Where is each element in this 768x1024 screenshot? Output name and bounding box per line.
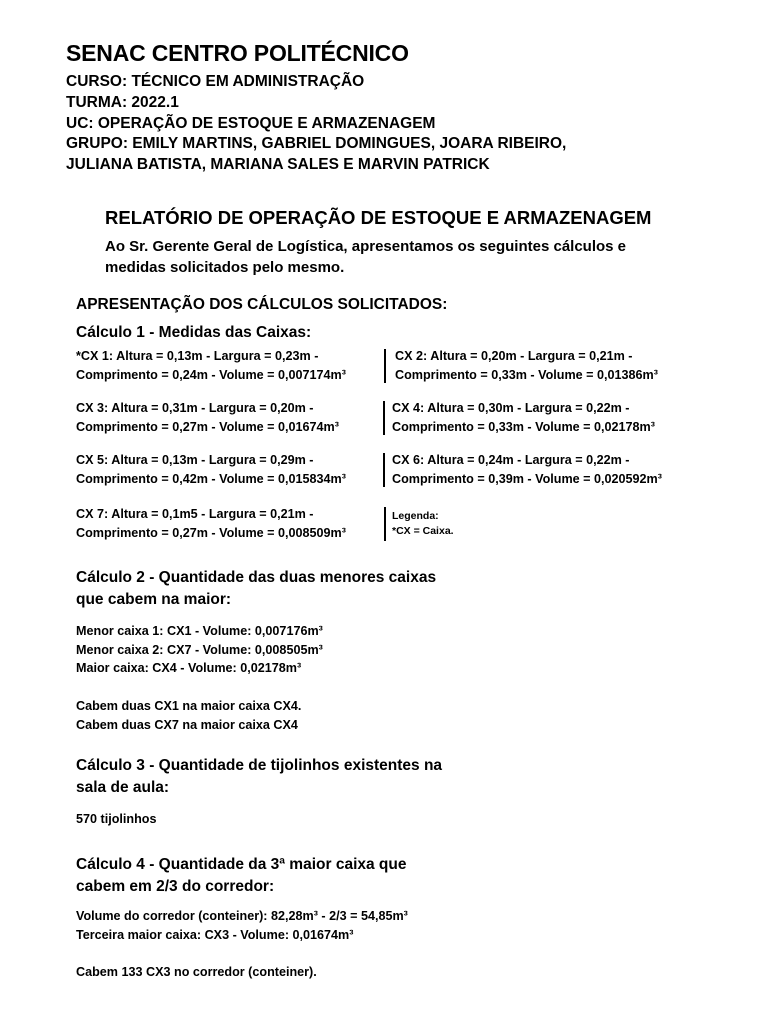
result-line: Cabem 133 CX3 no corredor (conteiner). xyxy=(76,965,317,979)
result-line: 570 tijolinhos xyxy=(76,812,157,826)
heading-line: cabem em 2/3 do corredor: xyxy=(76,878,275,895)
detail-line: Menor caixa 1: CX1 - Volume: 0,007176m³ xyxy=(76,624,323,638)
intro-line: medidas solicitados pelo mesmo. xyxy=(105,259,345,276)
box-line: CX 2: Altura = 0,20m - Largura = 0,21m - xyxy=(395,349,633,363)
box-line: CX 7: Altura = 0,1m5 - Largura = 0,21m - xyxy=(76,507,314,521)
calc4-result xyxy=(76,963,317,982)
heading-line: Cálculo 4 - Quantidade da 3ª maior caixa que xyxy=(76,856,407,873)
section-title: APRESENTAÇÃO DOS CÁLCULOS SOLICITADOS: xyxy=(76,296,448,313)
report-intro xyxy=(105,236,626,278)
result-line: Cabem duas CX1 na maior caixa CX4. xyxy=(76,699,302,713)
report-title: RELATÓRIO DE OPERAÇÃO DE ESTOQUE E ARMAZENAGEM xyxy=(105,207,652,228)
uc-line: UC: OPERAÇÃO DE ESTOQUE E ARMAZENAGEM xyxy=(66,114,436,132)
box-line: CX 4: Altura = 0,30m - Largura = 0,22m - xyxy=(392,401,630,415)
calc3-heading xyxy=(76,755,442,799)
box-line: Comprimento = 0,27m - Volume = 0,008509m³ xyxy=(76,525,346,540)
calc2-heading xyxy=(76,567,436,611)
heading-line: que cabem na maior: xyxy=(76,591,232,608)
box-line: Comprimento = 0,39m - Volume = 0,020592m³ xyxy=(392,471,662,486)
box-line: Comprimento = 0,42m - Volume = 0,015834m³ xyxy=(76,471,346,486)
box-line: *CX 1: Altura = 0,13m - Largura = 0,23m - xyxy=(76,349,319,363)
box-line: CX 5: Altura = 0,13m - Largura = 0,29m - xyxy=(76,453,314,467)
box-cx3 xyxy=(76,399,339,436)
box-line: Comprimento = 0,27m - Volume = 0,01674m³ xyxy=(76,419,339,434)
intro-line: Ao Sr. Gerente Geral de Logística, apresentamos os seguintes cálculos e xyxy=(105,238,627,255)
detail-line: Volume do corredor (conteiner): 82,28m³ - 2/3 = 54,85m³ xyxy=(76,909,408,923)
heading-line: Cálculo 3 - Quantidade de tijolinhos existentes na xyxy=(76,757,443,774)
institution-title: SENAC CENTRO POLITÉCNICO xyxy=(66,40,409,66)
box-line: CX 6: Altura = 0,24m - Largura = 0,22m - xyxy=(392,453,630,467)
heading-line: Cálculo 2 - Quantidade das duas menores caixas xyxy=(76,569,437,586)
legend xyxy=(392,509,454,539)
column-divider xyxy=(383,453,385,487)
detail-line: Terceira maior caixa: CX3 - Volume: 0,01674m³ xyxy=(76,927,354,942)
group-line: GRUPO: EMILY MARTINS, GABRIEL DOMINGUES, JOARA RIBEIRO, xyxy=(66,135,567,153)
detail-line: Menor caixa 2: CX7 - Volume: 0,008505m³ xyxy=(76,642,323,657)
legend-item: *CX = Caixa. xyxy=(392,525,454,537)
course-line: CURSO: TÉCNICO EM ADMINISTRAÇÃO xyxy=(66,73,365,90)
detail-line: Maior caixa: CX4 - Volume: 0,02178m³ xyxy=(76,661,302,675)
box-cx5 xyxy=(76,451,346,488)
group-line-continued: JULIANA BATISTA, MARIANA SALES E MARVIN PATRICK xyxy=(66,156,490,174)
column-divider xyxy=(384,349,386,383)
box-cx4 xyxy=(392,399,655,436)
heading-line: sala de aula: xyxy=(76,779,170,796)
box-cx7 xyxy=(76,505,346,542)
calc4-details xyxy=(76,907,408,944)
box-line: CX 3: Altura = 0,31m - Largura = 0,20m - xyxy=(76,401,314,415)
box-line: Comprimento = 0,24m - Volume = 0,007174m³ xyxy=(76,367,346,382)
course-info xyxy=(66,72,566,176)
class-line: TURMA: 2022.1 xyxy=(66,93,179,111)
calc1-heading: Cálculo 1 - Medidas das Caixas: xyxy=(76,324,312,341)
box-line: Comprimento = 0,33m - Volume = 0,02178m³ xyxy=(392,419,655,434)
result-line: Cabem duas CX7 na maior caixa CX4 xyxy=(76,717,298,732)
legend-title: Legenda: xyxy=(392,510,439,522)
box-cx6 xyxy=(392,451,662,488)
calc2-result xyxy=(76,697,301,734)
calc4-heading xyxy=(76,854,406,898)
column-divider xyxy=(384,507,386,541)
box-line: Comprimento = 0,33m - Volume = 0,01386m³ xyxy=(395,367,658,382)
calc3-result xyxy=(76,810,156,829)
calc2-details xyxy=(76,622,323,678)
box-cx2 xyxy=(395,347,658,384)
column-divider xyxy=(383,401,385,435)
box-cx1 xyxy=(76,347,346,384)
